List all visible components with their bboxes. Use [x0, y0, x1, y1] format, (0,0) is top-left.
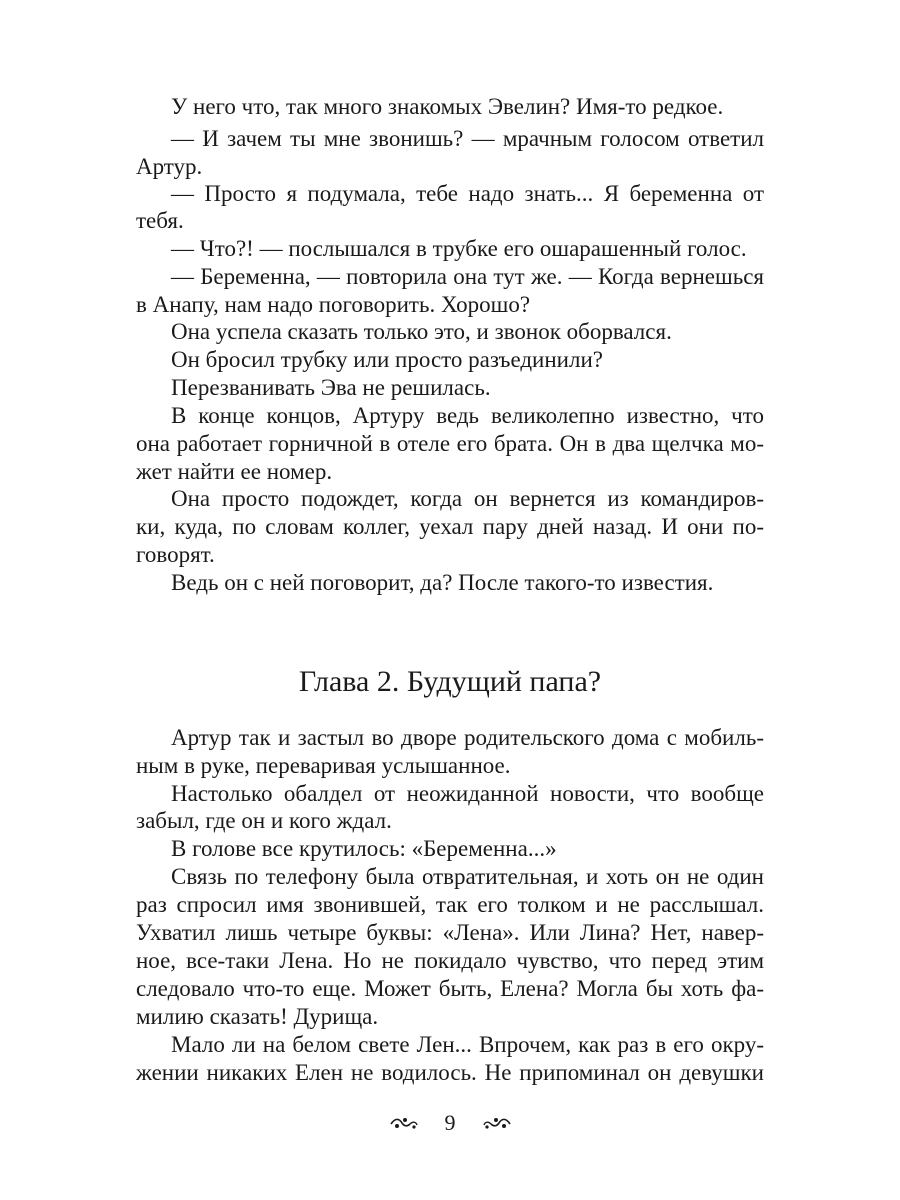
chapter-title: Глава 2. Будущий папа?	[298, 665, 602, 698]
text-line: Перезванивать Эва не решилась.	[171, 375, 491, 400]
text-line: Он бросил трубку или просто разъединили?	[171, 347, 603, 372]
text-line: — И зачем ты мне звонишь? — мрачным голосом ответил	[171, 126, 764, 151]
text-line: говорят.	[136, 542, 215, 567]
text-line: — Просто я подумала, тебе надо знать... Я беременна от	[171, 181, 764, 206]
text-line: жении никаких Елен не водилось. Не припоминал он девушки	[136, 1060, 764, 1085]
text-line: — Что?! — послышался в трубке его ошарашенный голос.	[171, 236, 747, 261]
text-line: Настолько обалдел от неожиданной новости, что вообще	[171, 781, 764, 806]
text-line: тебя.	[136, 208, 184, 233]
text-line: У него что, так много знакомых Эвелин? Имя-то редкое.	[171, 94, 724, 119]
text-line: Ухватил лишь четыре буквы: «Лена». Или Лина? Нет, навер-	[136, 920, 764, 945]
left-ornament-icon	[389, 1115, 419, 1131]
text-line: раз спросил имя звонившей, так его толком и не расслышал.	[136, 892, 764, 917]
text-line: Она успела сказать только это, и звонок оборвался.	[171, 319, 672, 344]
text-line: в Анапу, нам надо поговорить. Хорошо?	[136, 292, 531, 317]
page-number: 9	[444, 1110, 456, 1135]
text-line: Ведь он с ней поговорит, да? После такого-то известия.	[171, 570, 714, 595]
text-line: она работает горничной в отеле его брата. Он в два щелчка мо-	[136, 431, 764, 456]
right-ornament-icon	[482, 1115, 512, 1131]
text-line: ным в руке, переваривая услышанное.	[136, 753, 511, 778]
text-line: В голове все крутилось: «Беременна...»	[171, 836, 557, 861]
text-line: Она просто подождет, когда он вернется из командиров-	[171, 486, 764, 511]
text-line: милию сказать! Дурища.	[136, 1004, 379, 1029]
text-line: В конце концов, Артуру ведь великолепно известно, что	[171, 403, 764, 428]
text-line: Артур.	[136, 154, 203, 179]
text-line: Мало ли на белом свете Лен... Впрочем, как раз в его окру-	[171, 1032, 764, 1057]
text-line: ки, куда, по словам коллег, уехал пару дней назад. И они по-	[136, 514, 764, 539]
text-line: следовало что-то еще. Может быть, Елена? Могла бы хоть фа-	[136, 976, 764, 1001]
text-line: жет найти ее номер.	[136, 459, 333, 484]
text-line: Артур так и застыл во дворе родительского дома с мобиль-	[171, 725, 764, 750]
text-line: — Беременна, — повторила она тут же. — Когда вернешься	[171, 264, 764, 289]
text-line: забыл, где он и кого ждал.	[136, 808, 392, 833]
page-footer	[0, 1108, 900, 1138]
text-line: ное, все-таки Лена. Но не покидало чувство, что перед этим	[136, 948, 764, 973]
text-line: Связь по телефону была отвратительная, и хоть он не один	[171, 864, 764, 889]
